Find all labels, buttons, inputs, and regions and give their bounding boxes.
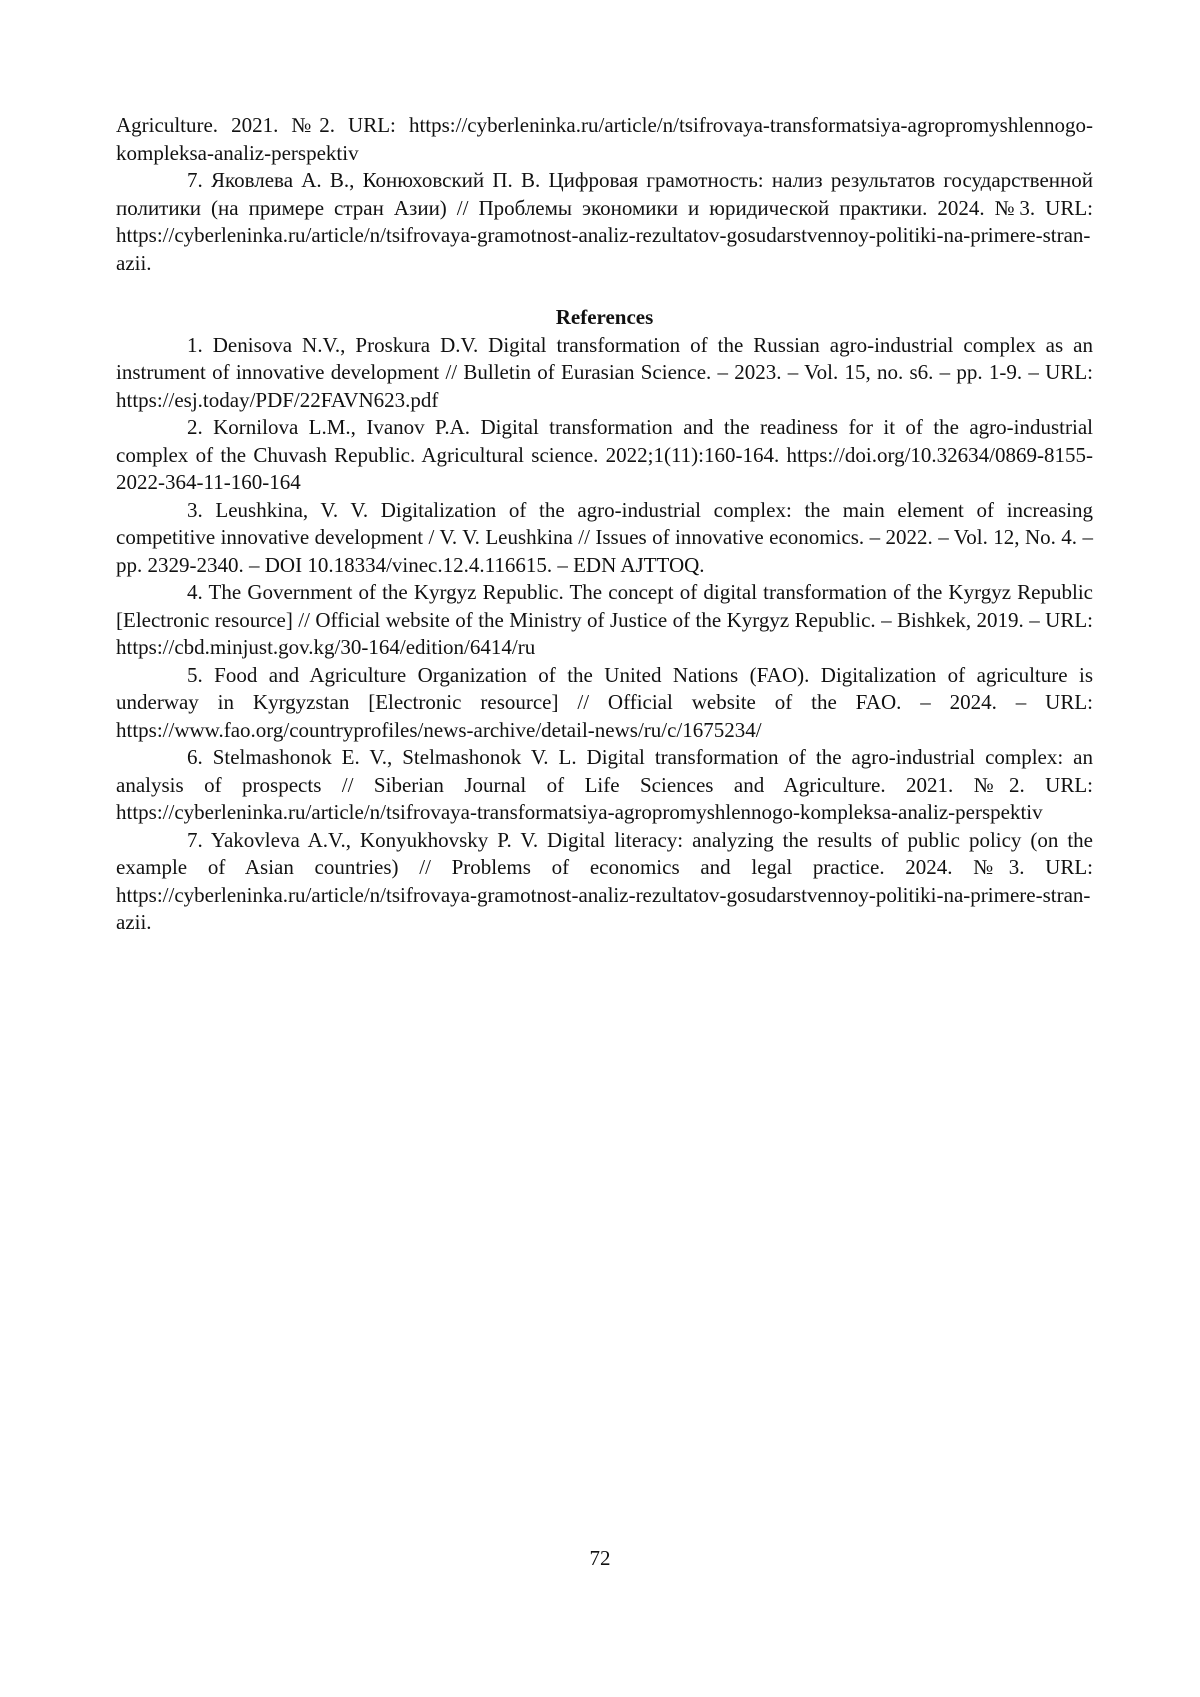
reference-item-2: 2. Kornilova L.M., Ivanov P.A. Digital transformation and the readiness for it of the agro-industrial complex of the Chuvash Republic. Agricultural science. 2022;1(11):160-164. https://doi.org/10.32634/0869-8155-2022-364-11-160-164 (116, 415, 1093, 494)
reference-item-4: 4. The Government of the Kyrgyz Republic. The concept of digital transformation of the Kyrgyz Republic [Electronic resource] // Official website of the Ministry of Justice of the Kyrgyz Republic. – Bishkek, 2019. – URL: https://cbd.minjust.gov.kg/30-164/edition/6414/ru (116, 580, 1093, 659)
reference-item-6: 6. Stelmashonok E. V., Stelmashonok V. L. Digital transformation of the agro-industrial complex: an analysis of prospects // Siberian Journal of Life Sciences and Agriculture. 2021. №2. URL: https://cyberleninka.ru/article/n/tsifrovaya-transformatsiya-agropromyshlennogo-kompleksa-analiz-perspektiv (116, 745, 1093, 824)
reference-item-5: 5. Food and Agriculture Organization of the United Nations (FAO). Digitalization of agriculture is underway in Kyrgyzstan [Electronic resource] // Official website of the FAO. – 2024. – URL: https://www.fao.org/countryprofiles/news-archive/detail-news/ru/c/1675234/ (116, 662, 1093, 742)
russian-reference-7: 7. Яковлева А. В., Конюховский П. В. Цифровая грамотность: нализ результатов государственной политики (на примере стран Азии) // Проблемы экономики и юридической практики. 2024. №3. URL: https://cyberleninka.ru/article/n/tsifrovaya-gramotnost-analiz-rezultatov-gosudarstvennoy-politiki-na-primere-stran-azii. (116, 168, 1093, 275)
page-body (116, 112, 1093, 937)
page-number: 72 (589, 1546, 611, 1570)
reference-item-1: 1. Denisova N.V., Proskura D.V. Digital transformation of the Russian agro-industrial complex as an instrument of innovative development // Bulletin of Eurasian Science. – 2023. – Vol. 15, no. s6. – pp. 1-9. – URL: https://esj.today/PDF/22FAVN623.pdf (116, 332, 1093, 412)
reference-item-3: 3. Leushkina, V. V. Digitalization of the agro-industrial complex: the main element of increasing competitive innovative development / V. V. Leushkina // Issues of innovative economics. – 2022. – Vol. 12, No. 4. – pp. 2329-2340. – DOI 10.18334/vinec.12.4.116615. – EDN AJTTOQ. (116, 497, 1093, 577)
reference-item-7: 7. Yakovleva A.V., Konyukhovsky P. V. Digital literacy: analyzing the results of public policy (on the example of Asian countries) // Problems of economics and legal practice. 2024. №3. URL: https://cyberleninka.ru/article/n/tsifrovaya-gramotnost-analiz-rezultatov-gosudarstvennoy-politiki-na-primere-stran-azii. (116, 827, 1093, 934)
continuation-paragraph: Agriculture. 2021. №2. URL: https://cyberleninka.ru/article/n/tsifrovaya-transformatsiya-agropromyshlennogo-kompleksa-analiz-perspektiv (116, 113, 1093, 165)
references-heading: References (555, 305, 654, 329)
